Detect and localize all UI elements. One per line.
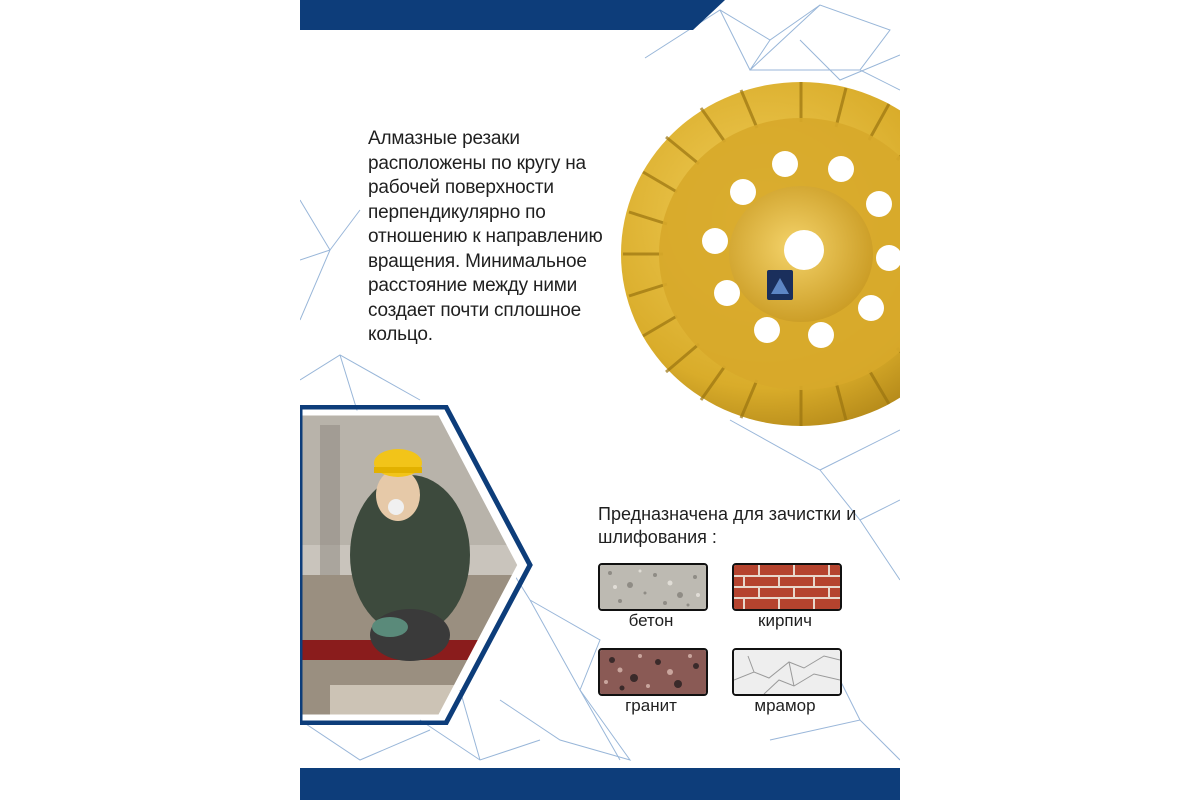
description-line: создает почти сплошное [368,299,581,321]
marble-label: мрамор [754,696,816,715]
description-line: рабочей поверхности [368,177,554,198]
marble-tile [732,648,842,696]
description-line: Алмазные резаки [368,128,520,149]
description-line: перпендикулярно по [368,201,546,223]
purpose-heading [598,503,858,549]
worker-photo [300,405,540,725]
diamond-cup-disc-image [621,82,900,427]
description-line: расположены по кругу на [368,152,586,174]
description-text [368,127,618,348]
description-line: кольцо. [368,324,433,345]
description-line: вращения. Минимальное [368,250,587,272]
top-band [300,0,900,32]
description-line: отношению к направлению [368,226,603,247]
brick-tile [732,563,842,611]
granite-label: гранит [625,696,677,715]
granite-tile [598,648,708,696]
brick-label: кирпич [758,611,812,630]
description-line: расстояние между ними [368,275,578,296]
concrete-label: бетон [628,611,674,630]
bottom-band [300,768,900,800]
product-page [300,0,900,800]
purpose-line: Предназначена для зачистки и [598,504,857,524]
concrete-tile [598,563,708,611]
purpose-line: шлифования : [598,527,717,547]
